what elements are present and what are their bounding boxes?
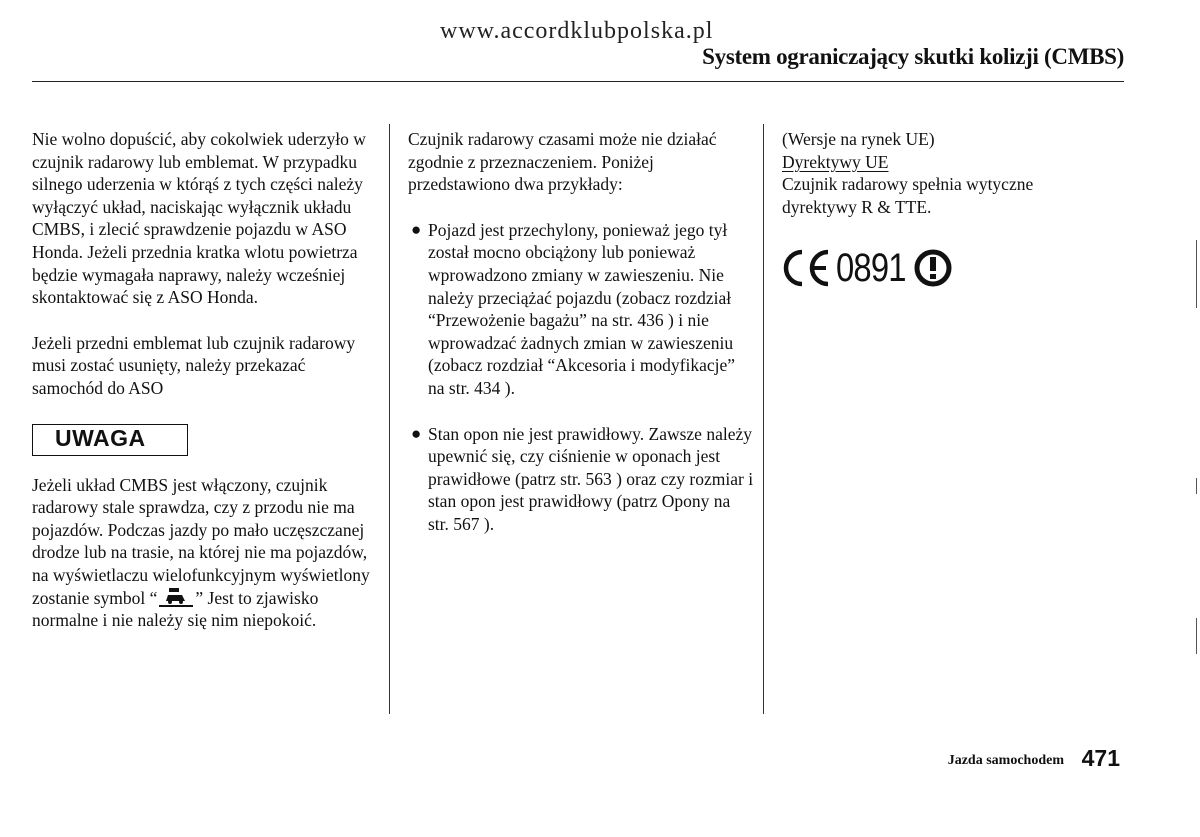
watermark-url: www.accordklubpolska.pl [440, 18, 714, 44]
paragraph-directive-compliance: Czujnik radarowy spełnia wytyczne dyrektywy R & TTE. [782, 174, 1034, 217]
section-title: System ograniczający skutki kolizji (CMBS) [702, 44, 1124, 69]
bullet-icon: ● [411, 423, 422, 443]
ce-icon [782, 246, 834, 290]
list-item-text: Stan opon nie jest prawidłowy. Zawsze należy upewnić się, czy ciśnienie w oponach jest prawidłowe (patrz str. 563 ) oraz czy rozmiar i stan opon jest prawidłowy (patrz Opony na str. 567 ). [428, 423, 754, 534]
page-number: 471 [1081, 745, 1120, 771]
column-divider-right [763, 124, 764, 714]
list-item [408, 219, 754, 400]
edge-mark [1196, 618, 1197, 654]
notice-text-before: Jeżeli układ CMBS jest włączony, czujnik radarowy stale sprawdza, czy z przodu nie ma pojazdów. Podczas jazdy po mało uczęszczanej drodze lub na trasie, na której nie ma pojazdów, na wyświetlaczu wielofunkcyjnym wyświetlony zostanie symbol “ [32, 474, 370, 608]
notice-text-after: ” Jest to zjawisko normalne i nie należy się nim niepokoić. [32, 587, 319, 631]
alert-class-icon [913, 248, 953, 288]
paragraph-notice-text [32, 474, 378, 632]
header-divider [32, 81, 1124, 82]
radar-vehicle-icon [159, 587, 193, 607]
footer-section-label: Jazda samochodem [947, 753, 1064, 768]
notice-box [32, 424, 188, 456]
edge-mark [1196, 240, 1197, 308]
market-version-label: (Wersje na rynek UE) [782, 129, 935, 149]
column-middle [408, 128, 754, 536]
list-item [408, 423, 754, 536]
notice-label: UWAGA [55, 424, 146, 451]
paragraph-radar-intro: Czujnik radarowy czasami może nie działać zgodnie z przeznaczeniem. Poniżej przedstawiono dwa przykłady: [408, 129, 717, 195]
notified-body-number: 0891 [836, 246, 906, 291]
paragraph-emblem-removal: Jeżeli przedni emblemat lub czujnik radarowy musi zostać usunięty, należy przekazać samochód do ASO [32, 332, 356, 398]
paragraph-impact-warning: Nie wolno dopuścić, aby cokolwiek uderzyło w czujnik radarowy lub emblemat. W przypadku silnego uderzenia w którąś z tych części należy wyłączyć układ, naciskając wyłącznik układu CMBS, i zlecić sprawdzenie pojazdu w ASO Honda. Jeżeli przednia kratka wlotu powietrza będzie wymagała naprawy, należy wcześniej skontaktować się z ASO Honda. [32, 129, 366, 308]
directives-heading: Dyrektywy UE [782, 151, 889, 172]
bullet-icon: ● [411, 219, 422, 239]
ce-conformity-mark [782, 242, 1102, 294]
column-left [32, 128, 378, 632]
column-divider-left [389, 124, 390, 714]
edge-mark [1196, 478, 1197, 494]
list-item-text: Pojazd jest przechylony, ponieważ jego tył został mocno obciążony lub ponieważ wprowadzono zmiany w zawieszeniu. Nie należy przeciążać pojazdu (zobacz rozdział “Przewożenie bagażu” na str. 436 ) i nie wprowadzać żadnych zmian w zawieszeniu (zobacz rozdział “Akcesoria i modyfikacje” na str. 434 ). [428, 219, 736, 398]
column-right [782, 128, 1102, 294]
